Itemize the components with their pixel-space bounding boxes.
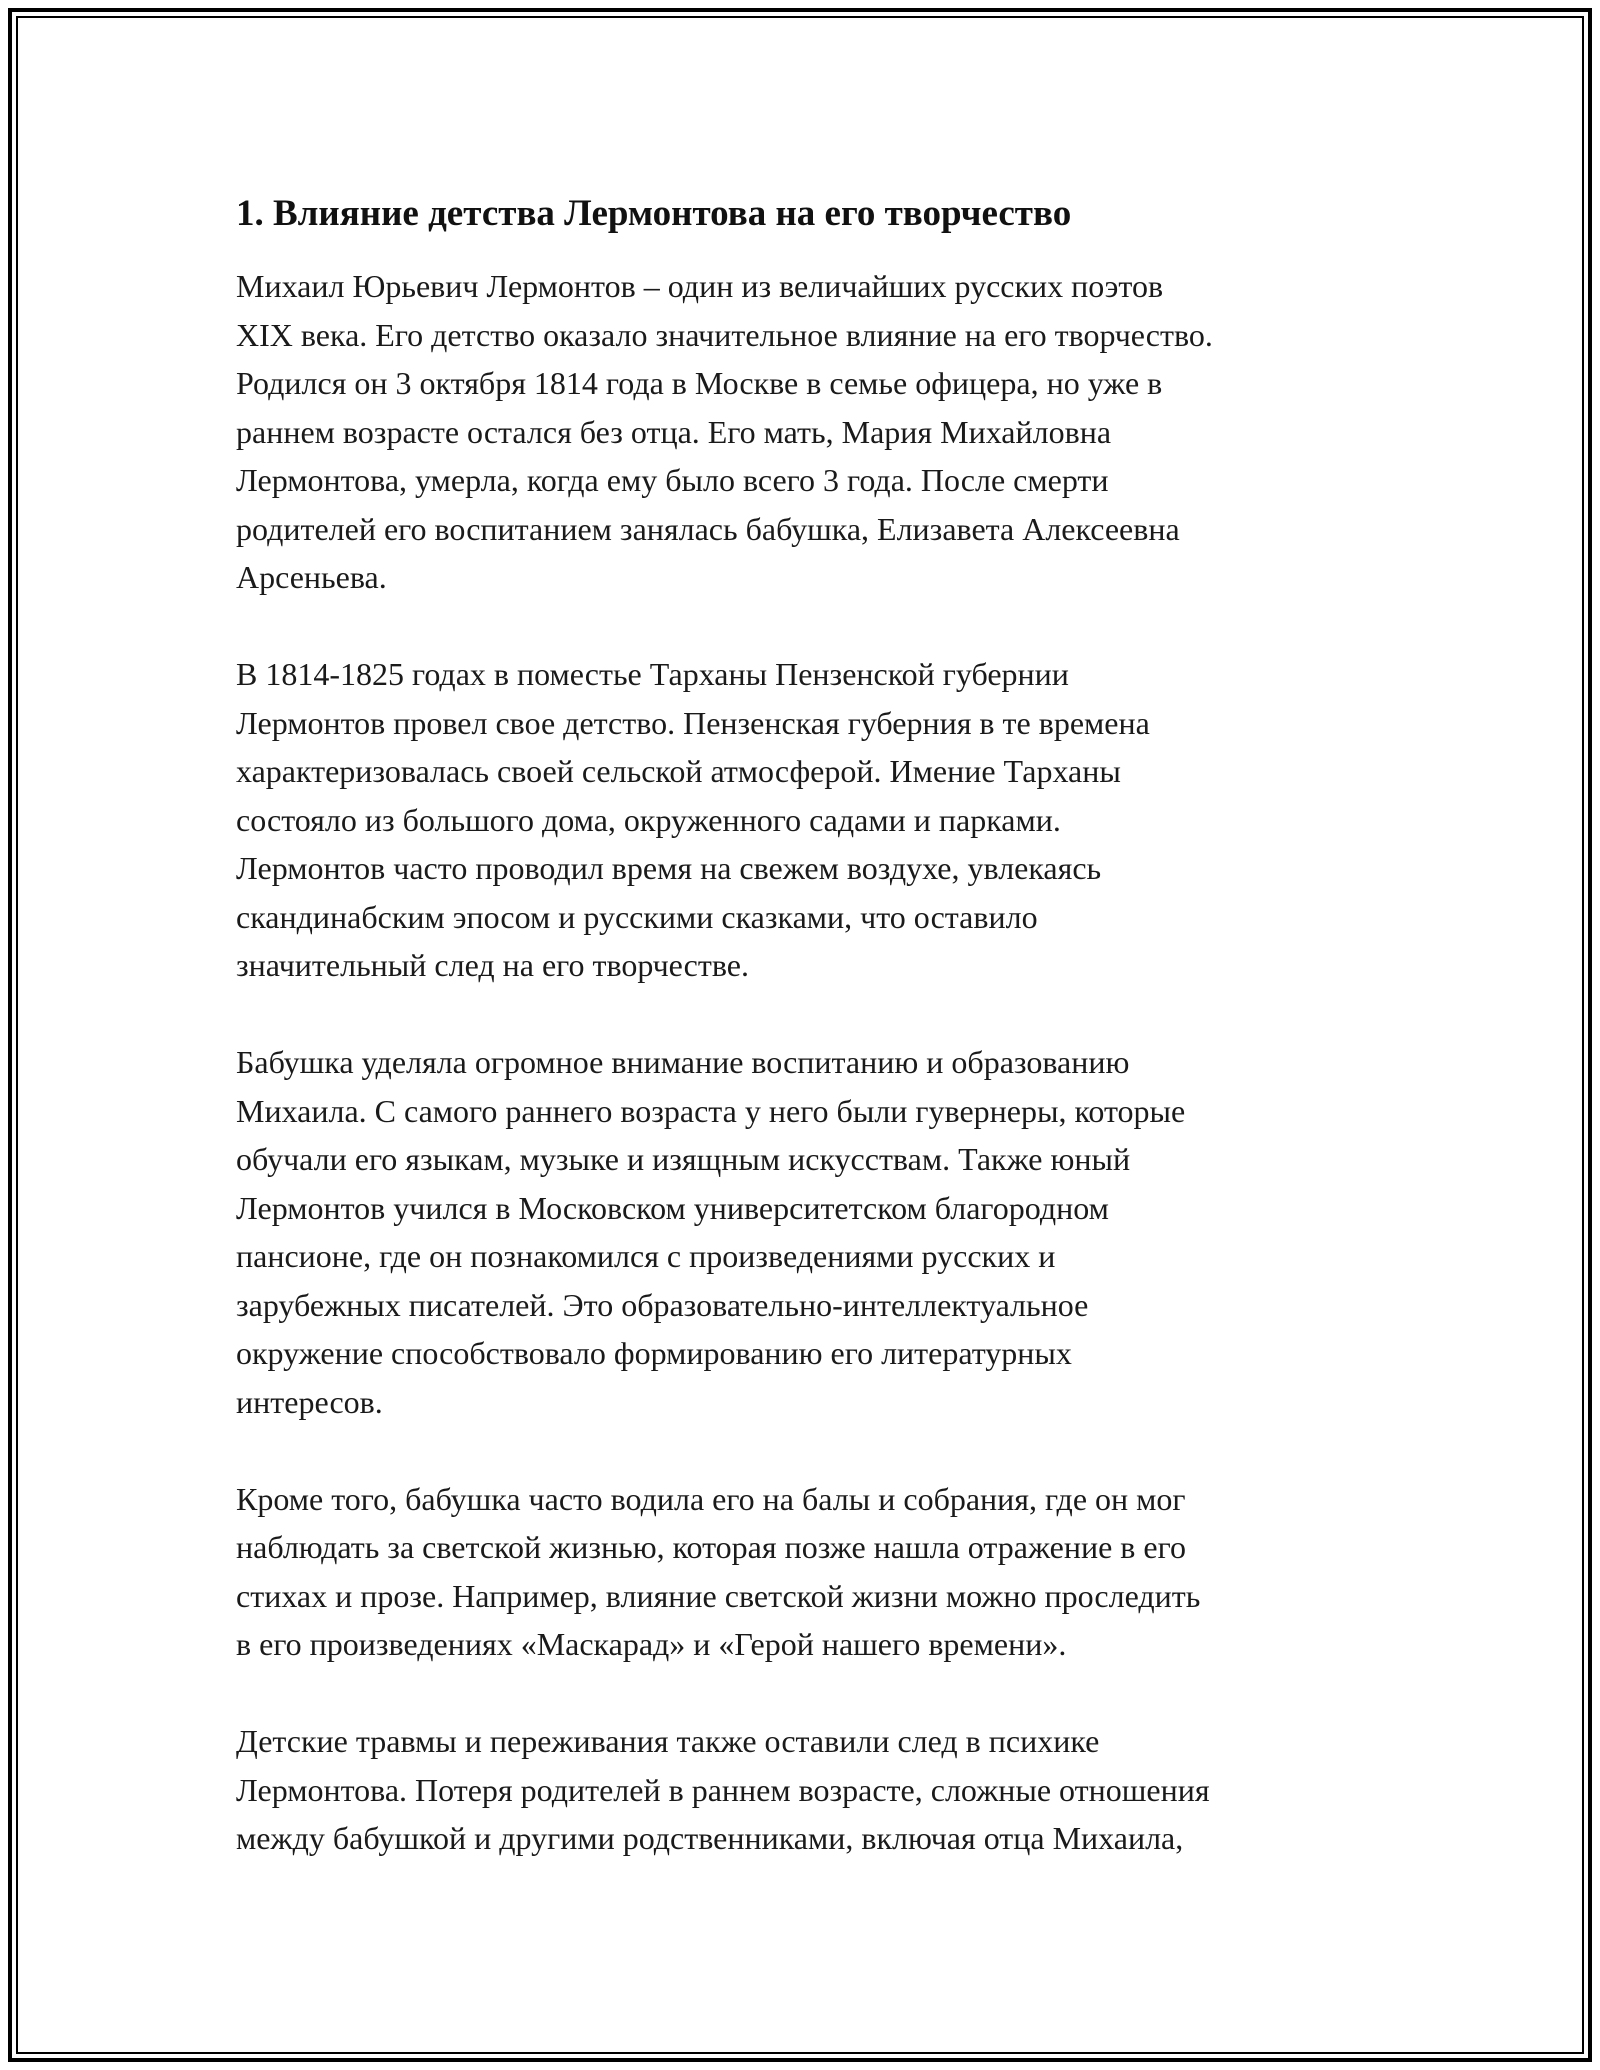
text-line: характеризовалась своей сельской атмосферой. Имение Тарханы <box>236 753 1121 789</box>
text-line: скандинабским эпосом и русскими сказками, что оставило <box>236 898 1038 935</box>
text-line: зарубежных писателей. Это образовательно-интеллектуальное <box>236 1286 1089 1323</box>
text-line: Родился он 3 октября 1814 года в Москве в семье офицера, но уже в <box>236 365 1163 401</box>
text-line: Лермонтов учился в Московском университетском благородном <box>236 1189 1109 1226</box>
text-line: Михаила. С самого раннего возраста у него были гувернеры, которые <box>236 1092 1186 1129</box>
text-line: В 1814-1825 годах в поместье Тарханы Пензенской губернии <box>236 656 1069 692</box>
text-line: интересов. <box>236 1383 383 1420</box>
text-line: между бабушкой и другими родственниками, включая отца Михаила, <box>236 1820 1184 1856</box>
paragraph-2 <box>236 650 1386 990</box>
text-line: родителей его воспитанием занялась бабушка, Елизавета Алексеевна <box>236 510 1180 547</box>
text-line: наблюдать за светской жизнью, которая позже нашла отражение в его <box>236 1529 1186 1565</box>
text-line: Детские травмы и переживания также оставили след в психике <box>236 1723 1100 1759</box>
paragraph-4 <box>236 1475 1386 1669</box>
text-line: раннем возрасте остался без отца. Его мать, Мария Михайловна <box>236 413 1112 450</box>
text-line: окружение способствовало формированию его литературных <box>236 1335 1072 1371</box>
text-line: Лермонтов часто проводил время на свежем воздухе, увлекаясь <box>236 850 1102 886</box>
text-line: Лермонтов провел свое детство. Пензенская губерния в те времена <box>236 704 1150 741</box>
text-line: в его произведениях «Маскарад» и «Герой нашего времени». <box>236 1626 1067 1662</box>
section-heading: 1. Влияние детства Лермонтова на его творчество <box>236 193 1072 234</box>
text-line: XIX века. Его детство оказало значительное влияние на его творчество. <box>236 316 1213 353</box>
text-line: Бабушка уделяла огромное внимание воспитанию и образованию <box>236 1044 1130 1080</box>
text-line: значительный след на его творчестве. <box>236 947 749 983</box>
paragraph-1 <box>236 262 1386 602</box>
text-line: Лермонтова. Потеря родителей в раннем возрасте, сложные отношения <box>236 1771 1210 1808</box>
text-line: обучали его языкам, музыке и изящным искусствам. Также юный <box>236 1141 1131 1177</box>
text-line: Михаил Юрьевич Лермонтов – один из величайших русских поэтов <box>236 268 1164 304</box>
text-line: пансионе, где он познакомился с произведениями русских и <box>236 1238 1056 1274</box>
paragraph-3 <box>236 1038 1386 1426</box>
text-line: Лермонтова, умерла, когда ему было всего 3 года. После смерти <box>236 462 1109 498</box>
text-line: Арсеньева. <box>236 559 387 595</box>
text-line: состояло из большого дома, окруженного садами и парками. <box>236 801 1061 838</box>
paragraph-5 <box>236 1717 1386 1863</box>
text-line: Кроме того, бабушка часто водила его на балы и собрания, где он мог <box>236 1480 1186 1517</box>
document-body <box>236 186 1386 1911</box>
text-line: стихах и прозе. Например, влияние светской жизни можно проследить <box>236 1577 1201 1614</box>
